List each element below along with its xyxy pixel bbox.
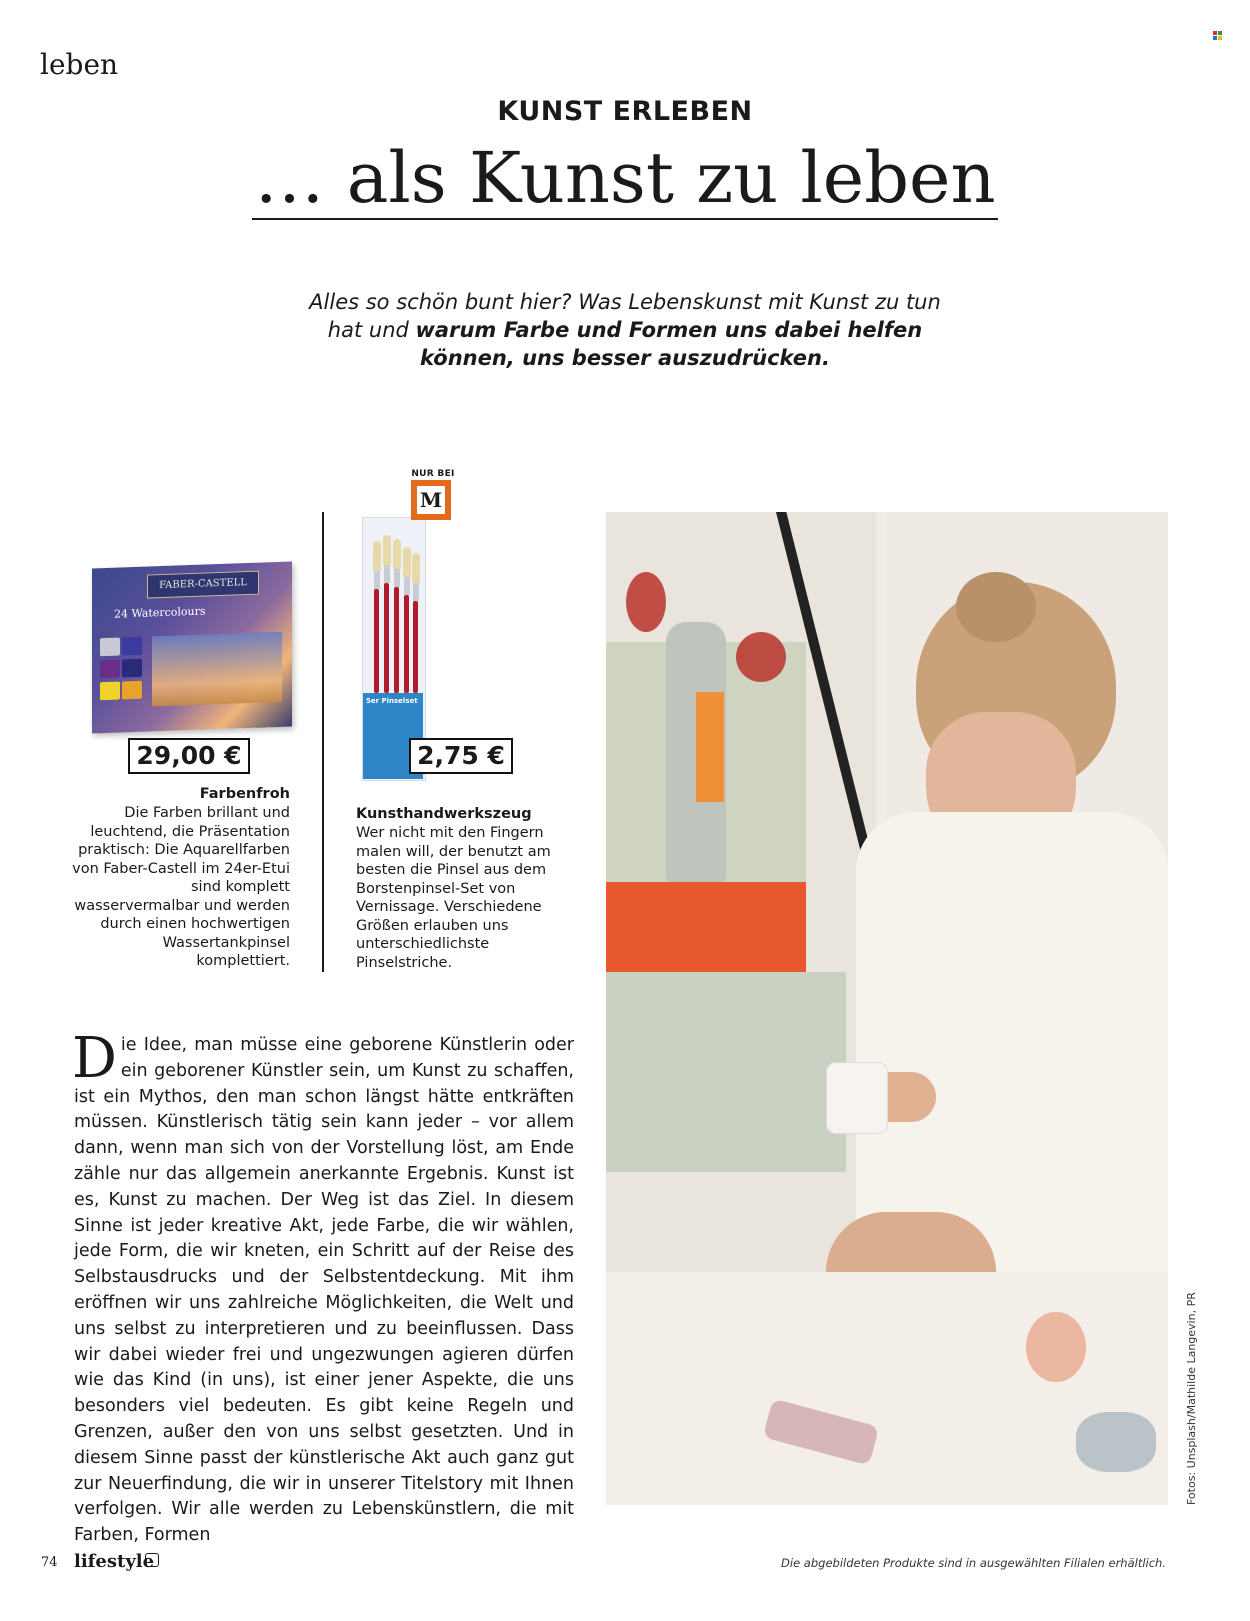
canvas-lower-area <box>606 972 846 1172</box>
brush-pack-label-text: 5er Pinselset <box>366 697 418 705</box>
column-divider <box>322 512 324 972</box>
publisher-logo-icon <box>1213 31 1223 41</box>
article-text: ie Idee, man müsse eine geborene Künstlerin oder ein geborener Künstler sein, um Kunst zu schaffen, ist ein Mythos, den man schon längst hätte entkräften müssen. Künstlerisch tätig sein kann jeder – vor allem dann, wenn man sich von der Vorstellung löst, am Ende zähle nur das allgemein anerkannte Ergebnis. Kunst ist es, Kunst zu machen. Der Weg ist das Ziel. In diesem Sinne ist jeder kreative Akt, jede Farbe, die wir wählen, jede Form, die wir kneten, ein Schritt auf der Reise des Selbstausdrucks und der Selbstentdeckung. Mit ihm eröffnen wir uns zahlreiche Möglichkeiten, die Welt und uns selbst zu interpretieren und zu beeinflussen. Dass wir dabei wieder frei und ungezwungen agieren dürfen wie das Kind (in uns), ist einer jener Aspekte, die uns besonders viel bedeuten. Es gibt keine Regeln und Grenzen, außer den von uns selbst gesetzten. Und in diesem Sinne passt der künstlerische Akt auch ganz gut zur Neuerfindung, die wir in unserer Titelstory mit Ihnen verfolgen. Wir alle werden zu Lebenskünstlern, die mit Farben, Formen <box>74 1035 574 1546</box>
article-body <box>72 1026 574 1549</box>
headline: … als Kunst zu leben <box>254 137 996 219</box>
price-tag: 29,00 € <box>128 738 250 774</box>
brush-bristle <box>383 535 391 565</box>
kicker: KUNST ERLEBEN <box>497 96 753 127</box>
paint-pan <box>100 638 120 657</box>
dropcap: D <box>72 1026 117 1091</box>
paint-pan <box>122 637 142 656</box>
product-title: Kunsthandwerkszeug <box>356 806 532 822</box>
cloth-pattern <box>1076 1412 1156 1472</box>
brush-handle <box>413 601 418 693</box>
brand-icon <box>145 1553 159 1567</box>
brush-handle <box>404 595 409 693</box>
brush-handle <box>394 587 399 693</box>
brush-handle <box>384 583 389 693</box>
paint-pan <box>122 681 142 700</box>
watercolor-box <box>92 562 292 734</box>
photo-credit: Fotos: Unsplash/Mathilde Langevin, PR <box>1185 1292 1198 1505</box>
paint-pan <box>100 660 120 679</box>
painted-bottle-label <box>696 692 724 802</box>
watercolor-box-image <box>92 565 292 749</box>
brush-ferrule <box>374 571 380 589</box>
brush-handle <box>374 589 379 693</box>
glass-jar <box>826 1062 888 1134</box>
paint-pan <box>122 659 142 678</box>
price-tag: 2,75 € <box>409 738 513 774</box>
painted-orange-table <box>606 882 806 972</box>
brush-bristle <box>403 547 411 577</box>
woman-hair-bun <box>956 572 1036 642</box>
product-description: Die Farben brillant und leuchtend, die Präsentation praktisch: Die Aquarellfarben von Faber-Castell im 24er-Etui sind komplett wasservermalbar und werden durch einen hochwertigen Wassertankpinsel komplettiert. <box>72 805 290 969</box>
brush-bristle <box>412 553 420 583</box>
paint-pan <box>100 682 120 701</box>
brush-ferrule <box>413 583 419 601</box>
intro-paragraph <box>300 288 950 372</box>
cloth-pattern <box>1026 1312 1086 1382</box>
availability-note: Die abgebildeten Produkte sind in ausgewählten Filialen erhältlich. <box>781 1556 1166 1570</box>
page-number: 74 <box>41 1555 58 1570</box>
painted-palm <box>626 572 666 632</box>
store-badge-letter: M <box>417 486 445 514</box>
product-title: Farbenfroh <box>199 786 290 802</box>
store-badge-icon <box>411 480 451 520</box>
box-cityscape <box>152 632 282 707</box>
article-photo <box>606 512 1168 1505</box>
magazine-brand: lifestyle <box>74 1551 155 1572</box>
brush-bristle <box>393 539 401 569</box>
intro-part1: Alles so schön bunt hier? Was Lebenskunst mit Kunst zu tun hat und <box>309 290 941 342</box>
brush-ferrule <box>394 569 400 587</box>
headline-wrap <box>0 138 1250 220</box>
box-brand-label: FABER-CASTELL <box>147 571 259 599</box>
brush-bristle <box>373 541 381 571</box>
brush-ferrule <box>384 565 390 583</box>
store-badge-text: NUR BEI <box>411 469 455 479</box>
painted-palm <box>736 632 786 682</box>
brush-ferrule <box>404 577 410 595</box>
floor-cloth <box>606 1272 1168 1505</box>
section-label: leben <box>40 48 119 81</box>
box-count-label: 24 Watercolours <box>114 604 206 621</box>
product-description: Wer nicht mit den Fingern malen will, der benutzt am besten die Pinsel aus dem Borstenpinsel-Set von Vernissage. Verschiedene Größen erlauben uns unterschiedlichste Pinselstriche. <box>356 825 551 971</box>
intro-part2: warum Farbe und Formen uns dabei helfen können, uns besser auszudrücken. <box>415 318 923 370</box>
